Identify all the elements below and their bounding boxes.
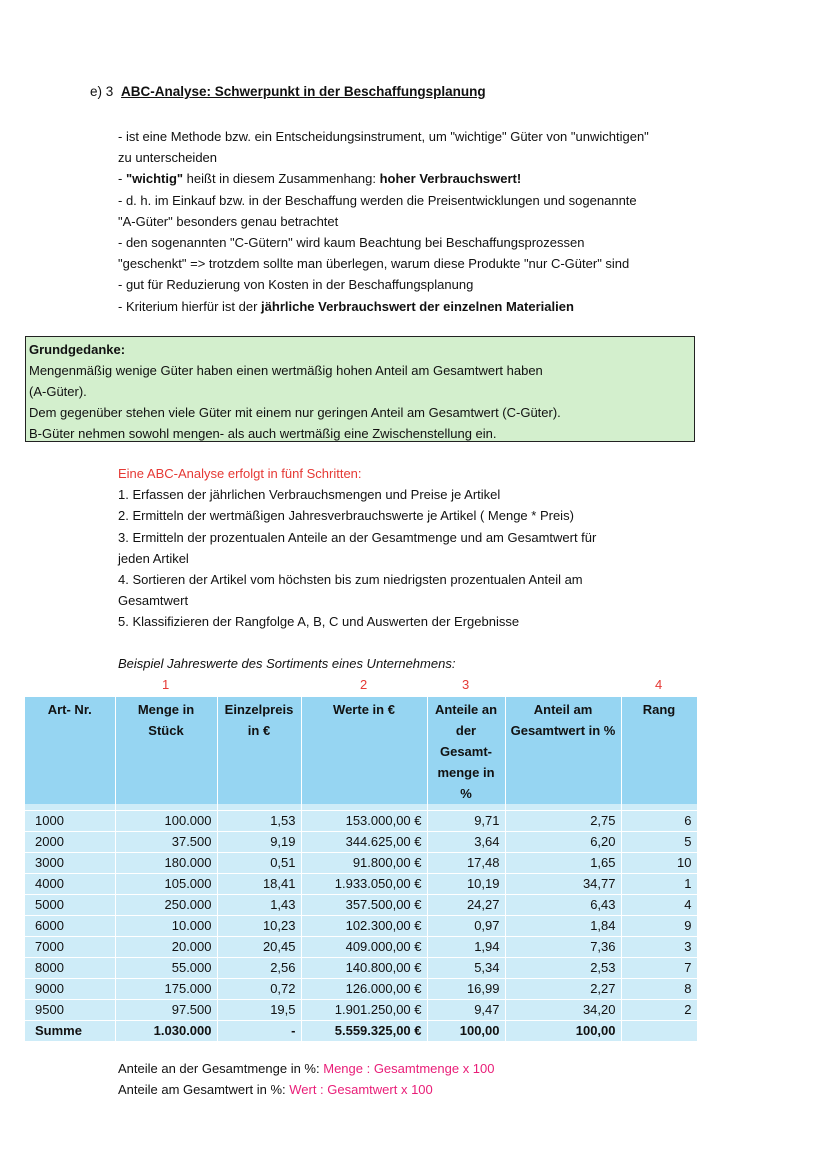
cell-anteil-menge: 0,97 (427, 916, 505, 937)
sum-menge: 1.030.000 (115, 1021, 217, 1042)
header-anteil-menge-l1: Anteile an (434, 702, 498, 717)
bullet-5: - gut für Reduzierung von Kosten in der Beschaffungsplanung (118, 277, 474, 293)
bullet-2-mid: heißt in diesem Zusammenhang: (183, 171, 380, 187)
header-rang: Rang (621, 697, 697, 804)
cell-art: 8000 (25, 958, 115, 979)
bullet-2 (118, 168, 718, 189)
cell-anteil-menge: 1,94 (427, 937, 505, 958)
bullet-4b: "geschenkt" => trotzdem sollte man überlegen, warum diese Produkte "nur C-Güter" sind (118, 256, 630, 272)
cell-art: 6000 (25, 916, 115, 937)
cell-preis: 10,23 (217, 916, 301, 937)
cell-anteil-menge: 10,19 (427, 874, 505, 895)
bullet-2-bold-2: hoher Verbrauchswert! (379, 171, 522, 187)
cell-art: 9000 (25, 979, 115, 1000)
cell-menge: 250.000 (115, 895, 217, 916)
cell-rang: 1 (621, 874, 697, 895)
header-werte: Werte in € (301, 697, 427, 804)
grundgedanke-line-4: B-Güter nehmen sowohl mengen- als auch wertmäßig eine Zwischenstellung ein. (29, 426, 497, 441)
section-heading: ABC-Analyse: Schwerpunkt in der Beschaffungsplanung (121, 84, 486, 99)
header-anteil-wert (505, 697, 621, 804)
header-menge: Menge in Stück (115, 697, 217, 804)
cell-anteil-menge: 17,48 (427, 853, 505, 874)
cell-preis: 9,19 (217, 832, 301, 853)
grundgedanke-line-1: Mengenmäßig wenige Güter haben einen wertmäßig hohen Anteil am Gesamtwert haben (29, 363, 543, 378)
table-row (25, 979, 697, 1000)
cell-anteil-wert: 34,20 (505, 1000, 621, 1021)
cell-anteil-wert: 34,77 (505, 874, 621, 895)
cell-wert: 126.000,00 € (301, 979, 427, 1000)
formula-wert: Wert : Gesamtwert x 100 (289, 1082, 433, 1097)
column-step-3: 3 (462, 677, 470, 692)
cell-wert: 153.000,00 € (301, 811, 427, 832)
step-3b: jeden Artikel (118, 550, 189, 566)
cell-art: 4000 (25, 874, 115, 895)
cell-anteil-menge: 24,27 (427, 895, 505, 916)
formula-menge-label: Anteile an der Gesamtmenge in %: (118, 1061, 324, 1076)
bullet-6-prefix: - Kriterium hierfür ist der (118, 298, 262, 314)
cell-menge: 55.000 (115, 958, 217, 979)
sum-rang (621, 1021, 697, 1042)
cell-menge: 100.000 (115, 811, 217, 832)
cell-menge: 105.000 (115, 874, 217, 895)
cell-rang: 2 (621, 1000, 697, 1021)
cell-rang: 3 (621, 937, 697, 958)
cell-rang: 10 (621, 853, 697, 874)
bullet-list (118, 126, 718, 317)
cell-art: 7000 (25, 937, 115, 958)
column-step-1: 1 (162, 677, 170, 692)
example-caption: Beispiel Jahreswerte des Sortiments eines Unternehmens: (118, 656, 456, 671)
cell-anteil-wert: 6,43 (505, 895, 621, 916)
header-anteil-wert-l1: Anteil am (533, 702, 593, 717)
column-step-4: 4 (655, 677, 663, 692)
formulas (118, 1058, 495, 1100)
table-row (25, 832, 697, 853)
table-header-row (25, 697, 697, 804)
cell-menge: 20.000 (115, 937, 217, 958)
cell-anteil-wert: 1,84 (505, 916, 621, 937)
header-art-nr: Art- Nr. (25, 697, 115, 804)
cell-wert: 91.800,00 € (301, 853, 427, 874)
cell-art: 5000 (25, 895, 115, 916)
section-number: e) 3 (90, 84, 114, 99)
grundgedanke-line-2: (A-Güter). (29, 384, 87, 399)
steps-list (118, 463, 718, 633)
table-row (25, 958, 697, 979)
cell-art: 3000 (25, 853, 115, 874)
step-5: 5. Klassifizieren der Rangfolge A, B, C und Auswerten der Ergebnisse (118, 614, 520, 630)
bullet-3b: "A-Güter" besonders genau betrachtet (118, 213, 339, 229)
formula-menge: Menge : Gesamtmenge x 100 (323, 1061, 495, 1076)
cell-art: 9500 (25, 1000, 115, 1021)
step-4b: Gesamtwert (118, 593, 189, 609)
section-title (90, 84, 486, 99)
step-2: 2. Ermitteln der wertmäßigen Jahresverbrauchswerte je Artikel ( Menge * Preis) (118, 508, 574, 524)
cell-anteil-wert: 2,75 (505, 811, 621, 832)
table-row (25, 853, 697, 874)
formula-menge-line (118, 1058, 495, 1079)
cell-preis: 2,56 (217, 958, 301, 979)
abc-table (25, 697, 698, 1042)
grundgedanke-line-3: Dem gegenüber stehen viele Güter mit einem nur geringen Anteil am Gesamtwert (C-Güter). (29, 405, 561, 420)
cell-wert: 1.901.250,00 € (301, 1000, 427, 1021)
cell-wert: 1.933.050,00 € (301, 874, 427, 895)
steps-intro: Eine ABC-Analyse erfolgt in fünf Schritten: (118, 466, 362, 481)
formula-wert-label: Anteile am Gesamtwert in %: (118, 1082, 290, 1097)
bullet-6-bold: jährliche Verbrauchswert der einzelnen Materialien (261, 298, 574, 314)
cell-rang: 7 (621, 958, 697, 979)
sum-anteil-menge: 100,00 (427, 1021, 505, 1042)
bullet-3a: - d. h. im Einkauf bzw. in der Beschaffung werden die Preisentwicklungen und sogenannte (118, 192, 637, 208)
header-einzelpreis (217, 697, 301, 804)
cell-anteil-menge: 5,34 (427, 958, 505, 979)
step-1: 1. Erfassen der jährlichen Verbrauchsmengen und Preise je Artikel (118, 487, 501, 503)
cell-anteil-menge: 9,47 (427, 1000, 505, 1021)
sum-label: Summe (25, 1021, 115, 1042)
cell-wert: 344.625,00 € (301, 832, 427, 853)
cell-rang: 8 (621, 979, 697, 1000)
table-row (25, 874, 697, 895)
cell-anteil-wert: 6,20 (505, 832, 621, 853)
header-anteil-wert-l2: Gesamtwert in % (510, 723, 616, 738)
cell-anteil-menge: 16,99 (427, 979, 505, 1000)
table-row (25, 895, 697, 916)
step-4a: 4. Sortieren der Artikel vom höchsten bis zum niedrigsten prozentualen Anteil am (118, 572, 583, 588)
sum-wert: 5.559.325,00 € (301, 1021, 427, 1042)
bullet-6 (118, 296, 718, 317)
sum-preis: - (217, 1021, 301, 1042)
bullet-4a: - den sogenannten "C-Gütern" wird kaum Beachtung bei Beschaffungsprozessen (118, 235, 585, 251)
grundgedanke-title: Grundgedanke: (29, 342, 126, 357)
cell-anteil-wert: 1,65 (505, 853, 621, 874)
cell-preis: 19,5 (217, 1000, 301, 1021)
cell-preis: 1,43 (217, 895, 301, 916)
cell-menge: 97.500 (115, 1000, 217, 1021)
step-3a: 3. Ermitteln der prozentualen Anteile an der Gesamtmenge und am Gesamtwert für (118, 529, 597, 545)
cell-preis: 1,53 (217, 811, 301, 832)
cell-anteil-wert: 2,27 (505, 979, 621, 1000)
cell-art: 1000 (25, 811, 115, 832)
table-row (25, 811, 697, 832)
grundgedanke-box (25, 336, 695, 442)
cell-anteil-wert: 7,36 (505, 937, 621, 958)
cell-anteil-menge: 9,71 (427, 811, 505, 832)
cell-rang: 6 (621, 811, 697, 832)
cell-wert: 409.000,00 € (301, 937, 427, 958)
header-anteil-menge-l3: Gesamt- (439, 744, 493, 759)
cell-preis: 18,41 (217, 874, 301, 895)
cell-menge: 175.000 (115, 979, 217, 1000)
cell-rang: 5 (621, 832, 697, 853)
sum-anteil-wert: 100,00 (505, 1021, 621, 1042)
formula-wert-line (118, 1079, 495, 1100)
cell-anteil-menge: 3,64 (427, 832, 505, 853)
cell-wert: 140.800,00 € (301, 958, 427, 979)
bullet-2-prefix: - (118, 171, 126, 187)
cell-preis: 20,45 (217, 937, 301, 958)
bullet-1a: - ist eine Methode bzw. ein Entscheidungsinstrument, um "wichtige" Güter von "unwichtigen" (118, 129, 649, 144)
cell-menge: 10.000 (115, 916, 217, 937)
header-einzelpreis-l1: Einzelpreis (224, 702, 294, 717)
bullet-1b: zu unterscheiden (118, 150, 218, 166)
cell-preis: 0,51 (217, 853, 301, 874)
header-anteil-menge (427, 697, 505, 804)
bullet-2-bold-1: "wichtig" (125, 171, 184, 187)
cell-rang: 4 (621, 895, 697, 916)
column-step-2: 2 (360, 677, 368, 692)
cell-wert: 102.300,00 € (301, 916, 427, 937)
header-anteil-menge-l2: der (455, 723, 477, 738)
table-sum-row (25, 1021, 697, 1042)
cell-menge: 180.000 (115, 853, 217, 874)
cell-anteil-wert: 2,53 (505, 958, 621, 979)
table-row (25, 916, 697, 937)
cell-wert: 357.500,00 € (301, 895, 427, 916)
table-row (25, 937, 697, 958)
cell-rang: 9 (621, 916, 697, 937)
header-einzelpreis-l2: in € (247, 723, 271, 738)
cell-menge: 37.500 (115, 832, 217, 853)
header-anteil-menge-l4: menge in % (437, 765, 495, 801)
table-row (25, 1000, 697, 1021)
cell-preis: 0,72 (217, 979, 301, 1000)
cell-art: 2000 (25, 832, 115, 853)
